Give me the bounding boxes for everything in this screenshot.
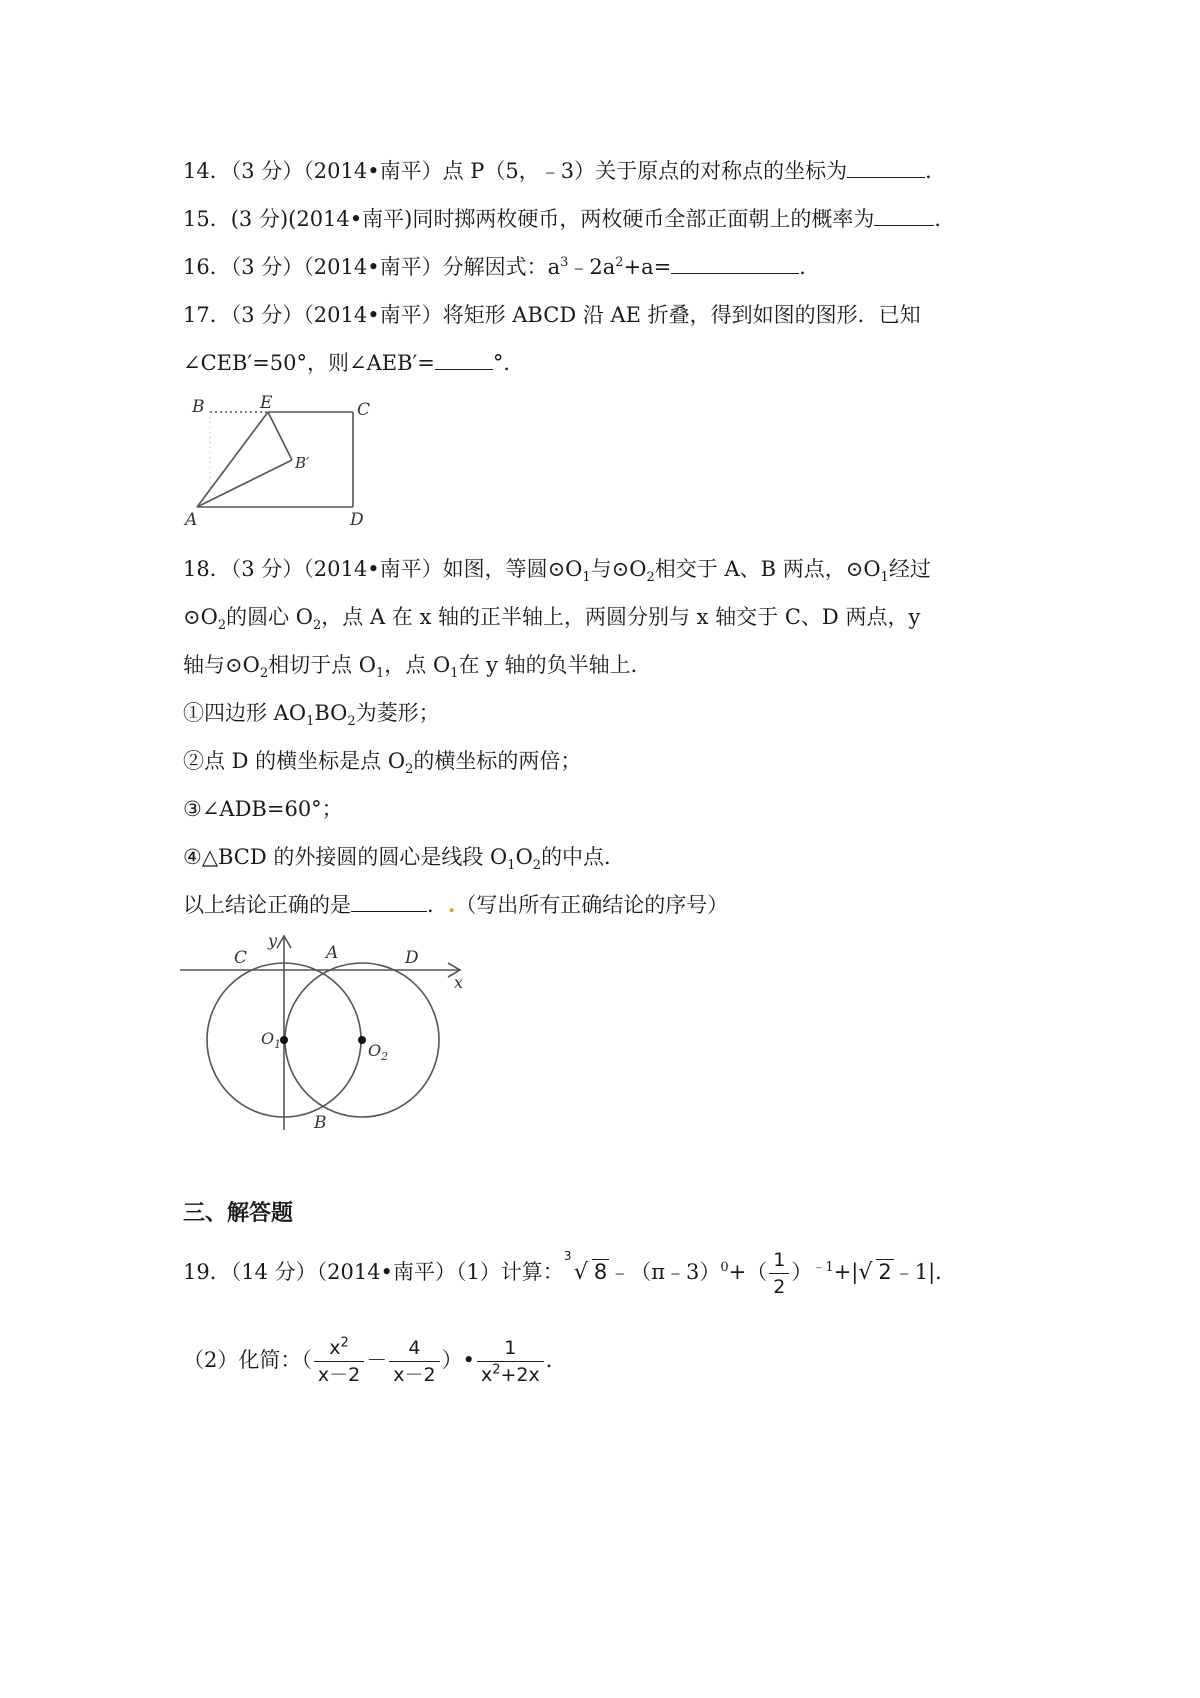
- label-x: x: [454, 973, 464, 992]
- question-15-text: 15．(3 分)(2014•南平)同时掷两枚硬币，两枚硬币全部正面朝上的概率为: [183, 207, 875, 231]
- question-14: 14．（3 分）（2014•南平）点 P（5，﹣3）关于原点的对称点的坐标为 ．: [183, 159, 947, 183]
- segment-AE: [197, 412, 268, 507]
- statement-2: ②点 D 的横坐标是点 $O_2$的横坐标的两倍；: [183, 749, 582, 778]
- label-D: D: [350, 510, 364, 530]
- question-16: 16．（3 分）（2014•南平）分解因式：$a^3﹣2a^2+a=$ ．: [183, 255, 821, 279]
- fraction-one-half: $\frac{1}{2}$: [769, 1247, 789, 1300]
- label-Bprime: B′: [295, 454, 310, 472]
- question-18-line1: 18．（3 分）（2014•南平）如图，等圆$⊙O_1$与$⊙O_2$相交于 A、B 两点，$⊙O_1$经过: [183, 557, 931, 586]
- two-circles-figure: [180, 930, 470, 1135]
- answer-blank[interactable]: [671, 253, 799, 274]
- label-A: A: [185, 510, 198, 530]
- question-16-text: 16．（3 分）（2014•南平）分解因式：a: [183, 255, 561, 279]
- label-C: C: [234, 948, 248, 968]
- label-C: C: [357, 400, 371, 420]
- answer-blank[interactable]: [874, 205, 934, 226]
- segment-EBp: [268, 412, 292, 460]
- label-D: D: [405, 948, 419, 968]
- label-y: y: [268, 931, 278, 950]
- label-O2: $O_2$: [368, 1041, 389, 1063]
- question-18-line2: $⊙O_2$的圆心 $O_2$，点 A 在 x 轴的正半轴上，两圆分别与 x 轴交于 C、D 两点，y: [183, 605, 921, 634]
- answer-blank[interactable]: [435, 349, 493, 370]
- question-18-ask: 以上结论正确的是 ．.（写出所有正确结论的序号）: [183, 892, 729, 917]
- fraction-1-over-x2-2x: $\frac{1}{x^2+2x}$: [477, 1335, 544, 1388]
- label-O1: $O_1$: [261, 1029, 282, 1051]
- section-heading: 三、解答题: [183, 1201, 294, 1226]
- segment-ABp: [197, 460, 292, 507]
- label-B: B: [314, 1113, 327, 1133]
- question-17-line2: ∠CEB′=50°，则∠AEB′= °．: [183, 351, 525, 375]
- cube-root: 3 √ 8: [563, 1249, 608, 1285]
- answer-blank[interactable]: [847, 157, 925, 178]
- statement-3: ③∠ADB=60°；: [183, 797, 343, 821]
- fraction-x2-over-x-2: $\frac{x^2}{x-2}$: [314, 1335, 364, 1388]
- question-18-line3: 轴与$⊙O_2$相切于点 $O_1$，点 $O_1$在 y 轴的负半轴上．: [183, 653, 652, 682]
- statement-4: ④△BCD 的外接圆的圆心是线段 $O_1O_2$的中点．: [183, 845, 626, 874]
- question-19-part1: 19．（14 分）（2014•南平）（1）计算： 3 √ 8﹣（π﹣3）$^0$+（ $\frac{1}{2}$ ）$^{﹣1}$+|√ 2﹣1|．: [183, 1249, 957, 1298]
- statement-1: ①四边形 $AO_1BO_2$为菱形；: [183, 701, 440, 730]
- label-E: E: [260, 395, 273, 413]
- rectangle-fold-figure: [180, 395, 380, 530]
- question-14-text: 14．（3 分）（2014•南平）点 P（5，﹣3）关于原点的对称点的坐标为: [183, 159, 848, 183]
- label-B: B: [192, 397, 205, 417]
- square-root-2: √: [858, 1260, 873, 1285]
- fraction-4-over-x-2: $\frac{4}{x-2}$: [389, 1335, 439, 1388]
- point-O1: [280, 1036, 288, 1044]
- label-A: A: [326, 943, 339, 963]
- question-19-part2: （2）化简：（ $\frac{x^2}{x-2}$ － $\frac{4}{x-2}$ ）• $\frac{1}{x^2+2x}$ ．: [183, 1335, 567, 1386]
- answer-blank[interactable]: [351, 891, 427, 912]
- question-17-line1: 17．（3 分）（2014•南平）将矩形 ABCD 沿 AE 折叠，得到如图的图形．已知: [183, 303, 921, 327]
- point-O2: [358, 1036, 366, 1044]
- question-15: 15．(3 分)(2014•南平)同时掷两枚硬币，两枚硬币全部正面朝上的概率为 ．: [183, 207, 956, 231]
